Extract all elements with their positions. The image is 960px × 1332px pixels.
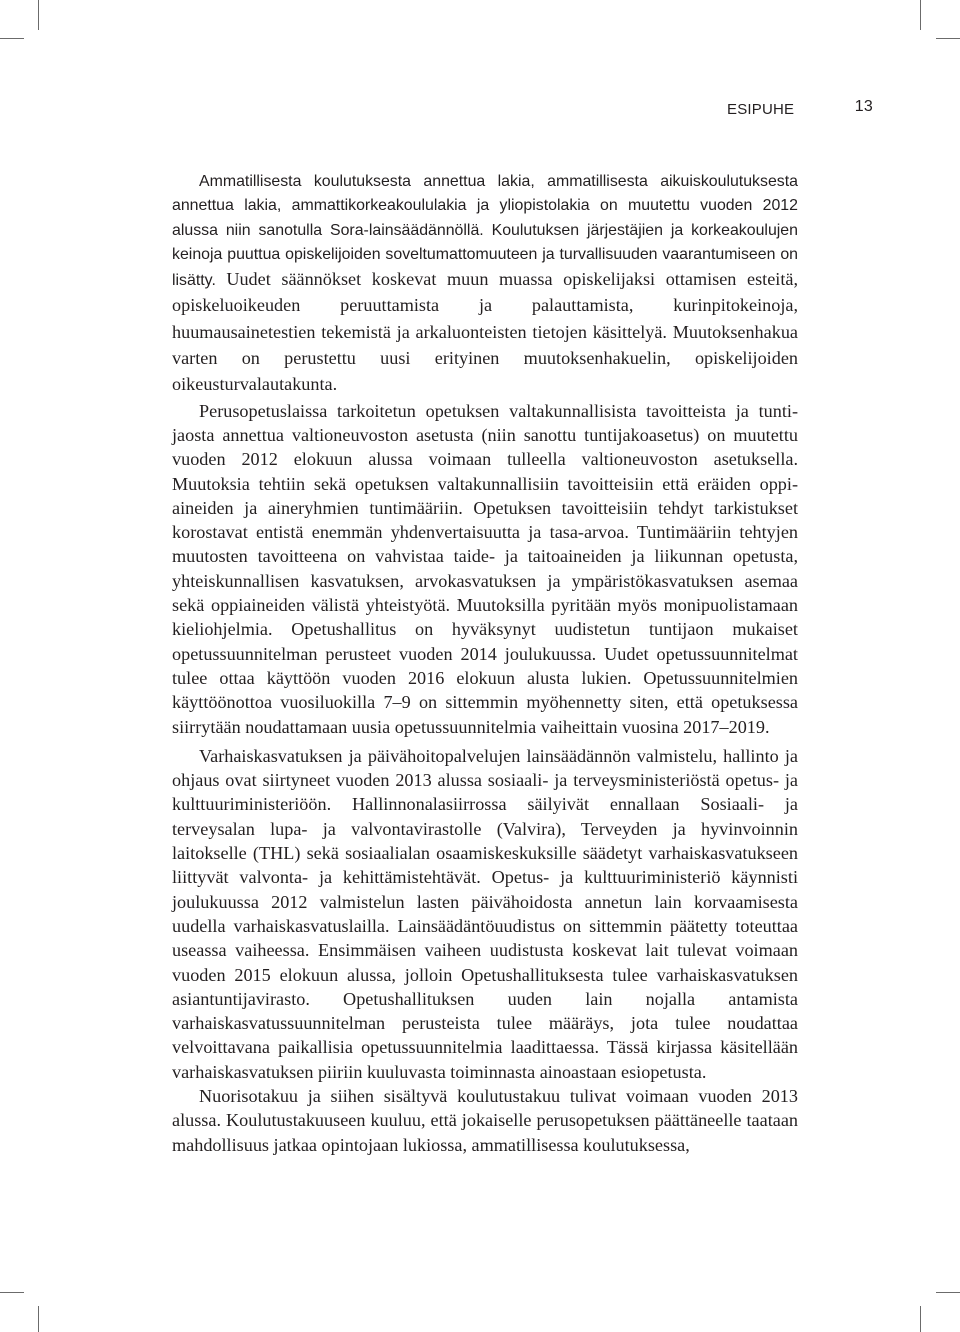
crop-mark-bottom-left-vertical — [38, 1306, 39, 1332]
crop-mark-top-left-horizontal — [0, 38, 24, 39]
body-text — [172, 170, 798, 1157]
section-title: ESIPUHE — [727, 101, 795, 118]
crop-mark-bottom-right-vertical — [920, 1306, 921, 1332]
crop-mark-bottom-right-horizontal — [936, 1292, 960, 1293]
page-number: 13 — [854, 98, 873, 115]
paragraph-1 — [172, 170, 798, 399]
crop-mark-bottom-left-horizontal — [0, 1292, 24, 1293]
running-head — [727, 98, 873, 122]
crop-mark-top-right-vertical — [920, 0, 921, 30]
paragraph-2: Perusopetuslaissa tarkoitetun opetuksen valtakunnallisista tavoitteista ja tuntijaosta annettua valtioneuvoston asetusta (niin sanottu tuntijakoasetus) on muutettu vuoden 2012 elokuun alussa voimaan tulleella valtioneuvoston asetuksella. Muutoksia tehtiin sekä opetuksen valtakunnallisiin tavoitteisiin että eräiden oppiaineiden ja aineryhmien tuntimääriin. Opetuksen tavoitteisiin tehdyt tarkistukset korostavat entistä enemmän yhdenvertaisuutta ja tasa-arvoa. Tuntimääriin tehtyjen muutosten tavoitteena on vahvistaa taide- ja taitoaineiden ja liikunnan opetusta, yhteiskunnallisen kasvatuksen, arvokasvatuksen ja ympäristökasvatuksen asemaa sekä oppiaineiden välistä yhteistyötä. Muutoksilla pyritään myös monipuolistamaan kieliohjelmia. Opetushallitus on hyväksynyt uudistetun tuntijaon mukaiset opetussuunnitelman perusteet vuoden 2014 joulukuussa. Uudet opetussuunnitelmat tulee ottaa käyttöön vuoden 2016 elokuun alusta lukien. Opetussuunnitelmien käyttöönottoa vuosiluokilla 7–9 on sittemmin myöhennetty siten, että opetuksessa siirrytään noudattamaan uusia opetussuunnitelmia vaiheittain vuosina 2017–2019. — [172, 400, 798, 737]
paragraph-4: Nuorisotakuu ja siihen sisältyvä koulutustakuu tulivat voimaan vuoden 2013 alussa. Koulutustakuuseen kuuluu, että jokaiselle perusopetuksen päättäneelle taataan mahdollisuus jatkaa opintojaan lukiossa, ammatillisessa koulutuksessa, — [172, 1085, 798, 1155]
paragraph-1-sans-part: Ammatillisesta koulutuksesta annettua lakia, ammatillisesta aikuiskoulutuksesta annettua lakia, ammattikorkeakoululakia ja yliopistolakia on muutettu vuoden 2012 alussa niin sanotulla Sora-lainsäädännöllä. Koulutuksen järjestäjien ja korkeakoulujen keinoja puuttua opiskelijoiden soveltumattomuuteen ja turvallisuuden vaarantumiseen on lisätty. — [172, 173, 798, 290]
crop-mark-top-right-horizontal — [936, 38, 960, 39]
paragraph-3: Varhaiskasvatuksen ja päivähoitopalvelujen lainsäädännön valmistelu, hallinto ja ohjaus ovat siirtyneet vuoden 2013 alussa sosiaali- ja terveysministeriöstä opetus- ja kulttuuriministeriöön. Hallinnonalasiirrossa säilyivät ennallaan Sosiaali- ja terveysalan lupa- ja valvontavirastolle (Valvira), Terveyden ja hyvinvoinnin laitokselle (THL) sekä sosiaalialan osaamiskeskuksille säädetyt varhaiskasvatukseen liittyvät valvonta- ja kehittämistehtävät. Opetus- ja kulttuuriministeriö käynnisti joulukuussa 2012 valmistelun lasten päivähoidosta annetun lain korvaamisesta uudella varhaiskasvatuslailla. Lainsäädäntöuudistus on sittemmin päätetty toteuttaa useassa vaiheessa. Ensimmäisen vaiheen uudistusta koskevat lait tulevat voimaan vuoden 2015 elokuun alussa, jolloin Opetushallituksesta tulee varhaiskasvatuksen asiantuntijavirasto. Opetushallituksen uuden lain nojalla antamista varhaiskasvatussuunnitelman perusteista tulee määräys, jota tulee noudattaa velvoittavana paikallisia opetussuunnitelmia laadittaessa. Tässä kirjassa käsitellään varhaiskasvatuksen piiriin kuuluvasta toiminnasta ainoastaan esiopetusta. — [172, 745, 798, 1082]
paragraph-1-serif-part: Uudet säännökset koskevat muun muassa opiskelijaksi ottamisen esteitä, opiskeluoikeuden peruuttamista ja palauttamista, kurinpitokeinoja, huumausainetestien tekemistä ja arkaluonteisten tietojen käsittelyä. Muutoksenhakua varten on perustettu uusi erityinen muutoksenhakuelin, opiskelijoiden oikeusturvalautakunta. — [172, 269, 798, 395]
crop-mark-top-left-vertical — [38, 0, 39, 30]
